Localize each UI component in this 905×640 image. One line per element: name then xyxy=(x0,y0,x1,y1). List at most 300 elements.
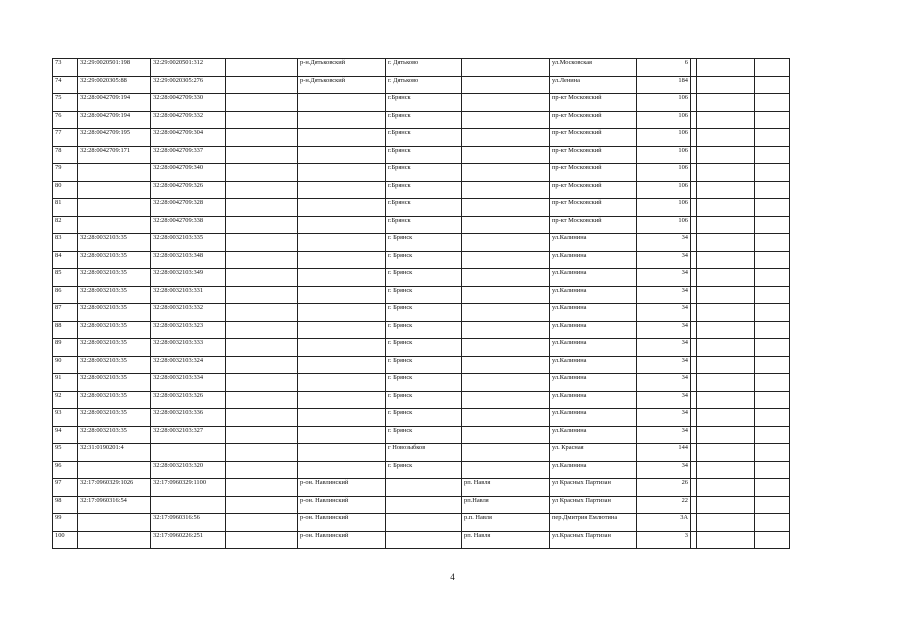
empty-cell xyxy=(755,164,790,182)
parent-cadastral-number xyxy=(78,531,151,549)
city-cell xyxy=(386,479,462,497)
empty-cell xyxy=(697,444,755,462)
empty-cell xyxy=(755,479,790,497)
parent-cadastral-number: 32:28:0032103:35 xyxy=(78,234,151,252)
settlement-cell xyxy=(462,269,550,287)
parent-cadastral-number xyxy=(78,199,151,217)
parent-cadastral-number: 32:28:0032103:35 xyxy=(78,339,151,357)
house-number: 34 xyxy=(637,374,691,392)
cadastral-number: 32:28:0032103:334 xyxy=(151,374,226,392)
settlement-cell: рп. Навля xyxy=(462,531,550,549)
cadastral-number: 32:28:0032103:320 xyxy=(151,461,226,479)
empty-cell xyxy=(755,304,790,322)
empty-cell xyxy=(697,111,755,129)
register-table xyxy=(52,58,790,549)
district-cell xyxy=(298,94,386,112)
row-number: 82 xyxy=(53,216,78,234)
district-cell xyxy=(298,129,386,147)
street-cell: ул Красных Партизан xyxy=(550,496,637,514)
table-row xyxy=(53,339,790,357)
cadastral-number: 32:17:0960316:56 xyxy=(151,514,226,532)
cadastral-number: 32:17:0960329:1100 xyxy=(151,479,226,497)
house-number: 34 xyxy=(637,356,691,374)
district-cell xyxy=(298,426,386,444)
parent-cadastral-number xyxy=(78,164,151,182)
empty-cell xyxy=(697,479,755,497)
district-cell xyxy=(298,251,386,269)
street-cell: ул.Калинина xyxy=(550,409,637,427)
house-number: 34 xyxy=(637,391,691,409)
district-cell: р-н.Дятьковский xyxy=(298,76,386,94)
city-cell xyxy=(386,514,462,532)
district-cell xyxy=(298,216,386,234)
row-number: 90 xyxy=(53,356,78,374)
street-cell: ул. Красная xyxy=(550,444,637,462)
district-cell xyxy=(298,146,386,164)
city-cell: г.Брянск xyxy=(386,94,462,112)
city-cell: г. Брянск xyxy=(386,321,462,339)
house-number: 34 xyxy=(637,304,691,322)
empty-cell xyxy=(755,426,790,444)
house-number: 34 xyxy=(637,234,691,252)
empty-cell xyxy=(697,461,755,479)
cadastral-number: 32:29:0020305:276 xyxy=(151,76,226,94)
empty-cell xyxy=(755,181,790,199)
parent-cadastral-number: 32:17:0960329:1026 xyxy=(78,479,151,497)
district-cell xyxy=(298,304,386,322)
cadastral-number: 32:28:0032103:333 xyxy=(151,339,226,357)
district-cell xyxy=(298,409,386,427)
house-number: 106 xyxy=(637,199,691,217)
district-cell xyxy=(298,391,386,409)
city-cell: г Новозыбков xyxy=(386,444,462,462)
empty-cell xyxy=(755,374,790,392)
empty-cell xyxy=(697,409,755,427)
cadastral-number: 32:28:0042709:337 xyxy=(151,146,226,164)
parent-cadastral-number: 32:31:0190201:4 xyxy=(78,444,151,462)
blank-cell xyxy=(226,76,298,94)
district-cell xyxy=(298,199,386,217)
cadastral-number: 32:28:0032103:348 xyxy=(151,251,226,269)
blank-cell xyxy=(226,94,298,112)
street-cell: пр-кт Московский xyxy=(550,111,637,129)
table-row xyxy=(53,146,790,164)
house-number: 3А xyxy=(637,514,691,532)
blank-cell xyxy=(226,479,298,497)
house-number: 34 xyxy=(637,409,691,427)
parent-cadastral-number: 32:28:0042709:171 xyxy=(78,146,151,164)
district-cell xyxy=(298,444,386,462)
cadastral-number: 32:28:0042709:326 xyxy=(151,181,226,199)
table-row xyxy=(53,444,790,462)
house-number: 34 xyxy=(637,269,691,287)
city-cell: г. Брянск xyxy=(386,269,462,287)
parent-cadastral-number xyxy=(78,461,151,479)
settlement-cell xyxy=(462,129,550,147)
table-row xyxy=(53,531,790,549)
empty-cell xyxy=(755,234,790,252)
district-cell: р-он. Навлинский xyxy=(298,496,386,514)
settlement-cell xyxy=(462,59,550,77)
settlement-cell xyxy=(462,409,550,427)
street-cell: ул.Калинина xyxy=(550,391,637,409)
row-number: 73 xyxy=(53,59,78,77)
parent-cadastral-number: 32:28:0032103:35 xyxy=(78,269,151,287)
cadastral-number: 32:28:0032103:323 xyxy=(151,321,226,339)
empty-cell xyxy=(755,391,790,409)
table-row xyxy=(53,409,790,427)
blank-cell xyxy=(226,409,298,427)
city-cell: г. Брянск xyxy=(386,461,462,479)
row-number: 93 xyxy=(53,409,78,427)
parent-cadastral-number: 32:28:0032103:35 xyxy=(78,374,151,392)
empty-cell xyxy=(697,94,755,112)
empty-cell xyxy=(755,269,790,287)
district-cell xyxy=(298,339,386,357)
empty-cell xyxy=(755,129,790,147)
empty-cell xyxy=(697,234,755,252)
street-cell: ул.Красных Партизан xyxy=(550,531,637,549)
row-number: 81 xyxy=(53,199,78,217)
empty-cell xyxy=(755,59,790,77)
settlement-cell xyxy=(462,444,550,462)
row-number: 80 xyxy=(53,181,78,199)
empty-cell xyxy=(755,514,790,532)
blank-cell xyxy=(226,514,298,532)
row-number: 98 xyxy=(53,496,78,514)
table-row xyxy=(53,496,790,514)
cadastral-number: 32:28:0032103:331 xyxy=(151,286,226,304)
city-cell: г.Брянск xyxy=(386,181,462,199)
parent-cadastral-number: 32:28:0032103:35 xyxy=(78,409,151,427)
empty-cell xyxy=(697,216,755,234)
district-cell xyxy=(298,374,386,392)
street-cell: ул.Калинина xyxy=(550,356,637,374)
cadastral-number: 32:28:0032103:336 xyxy=(151,409,226,427)
row-number: 97 xyxy=(53,479,78,497)
empty-cell xyxy=(697,531,755,549)
parent-cadastral-number: 32:28:0032103:35 xyxy=(78,251,151,269)
table-row xyxy=(53,251,790,269)
street-cell: ул.Московская xyxy=(550,59,637,77)
parent-cadastral-number: 32:29:0020501:198 xyxy=(78,59,151,77)
row-number: 74 xyxy=(53,76,78,94)
row-number: 77 xyxy=(53,129,78,147)
empty-cell xyxy=(697,356,755,374)
parent-cadastral-number: 32:28:0032103:35 xyxy=(78,321,151,339)
settlement-cell xyxy=(462,251,550,269)
row-number: 78 xyxy=(53,146,78,164)
settlement-cell xyxy=(462,164,550,182)
row-number: 89 xyxy=(53,339,78,357)
city-cell xyxy=(386,531,462,549)
settlement-cell: р.п. Навля xyxy=(462,514,550,532)
district-cell: р-он. Навлинский xyxy=(298,479,386,497)
city-cell: г.Брянск xyxy=(386,199,462,217)
cadastral-number: 32:28:0042709:338 xyxy=(151,216,226,234)
row-number: 88 xyxy=(53,321,78,339)
house-number: 106 xyxy=(637,181,691,199)
house-number: 106 xyxy=(637,146,691,164)
table-row xyxy=(53,94,790,112)
table-row xyxy=(53,164,790,182)
street-cell: пр-кт Московский xyxy=(550,199,637,217)
cadastral-number: 32:17:0960226:251 xyxy=(151,531,226,549)
street-cell: пр-кт Московский xyxy=(550,129,637,147)
house-number: 106 xyxy=(637,216,691,234)
empty-cell xyxy=(697,391,755,409)
parent-cadastral-number: 32:28:0042709:194 xyxy=(78,111,151,129)
cadastral-number: 32:28:0032103:326 xyxy=(151,391,226,409)
table-row xyxy=(53,234,790,252)
row-number: 91 xyxy=(53,374,78,392)
house-number: 106 xyxy=(637,129,691,147)
settlement-cell xyxy=(462,286,550,304)
district-cell xyxy=(298,111,386,129)
city-cell: г. Брянск xyxy=(386,251,462,269)
blank-cell xyxy=(226,426,298,444)
street-cell: ул.Калинина xyxy=(550,251,637,269)
row-number: 94 xyxy=(53,426,78,444)
house-number: 106 xyxy=(637,111,691,129)
row-number: 83 xyxy=(53,234,78,252)
street-cell: ул.Калинина xyxy=(550,286,637,304)
parent-cadastral-number: 32:28:0032103:35 xyxy=(78,286,151,304)
cadastral-number: 32:28:0042709:330 xyxy=(151,94,226,112)
row-number: 87 xyxy=(53,304,78,322)
settlement-cell xyxy=(462,94,550,112)
city-cell: г. Брянск xyxy=(386,234,462,252)
cadastral-number: 32:28:0032103:324 xyxy=(151,356,226,374)
cadastral-number: 32:29:0020501:312 xyxy=(151,59,226,77)
parent-cadastral-number: 32:28:0042709:194 xyxy=(78,94,151,112)
city-cell: г. Дятьково xyxy=(386,76,462,94)
house-number: 26 xyxy=(637,479,691,497)
empty-cell xyxy=(755,251,790,269)
blank-cell xyxy=(226,461,298,479)
table-row xyxy=(53,129,790,147)
row-number: 76 xyxy=(53,111,78,129)
blank-cell xyxy=(226,496,298,514)
settlement-cell xyxy=(462,304,550,322)
table-row xyxy=(53,391,790,409)
parent-cadastral-number: 32:29:0020305:88 xyxy=(78,76,151,94)
house-number: 22 xyxy=(637,496,691,514)
empty-cell xyxy=(697,304,755,322)
empty-cell xyxy=(755,216,790,234)
parent-cadastral-number: 32:28:0032103:35 xyxy=(78,356,151,374)
empty-cell xyxy=(755,496,790,514)
street-cell: пр-кт Московский xyxy=(550,164,637,182)
settlement-cell xyxy=(462,426,550,444)
settlement-cell: рп. Навля xyxy=(462,479,550,497)
row-number: 86 xyxy=(53,286,78,304)
house-number: 34 xyxy=(637,251,691,269)
cadastral-number: 32:28:0042709:332 xyxy=(151,111,226,129)
blank-cell xyxy=(226,111,298,129)
settlement-cell xyxy=(462,234,550,252)
city-cell: г. Брянск xyxy=(386,426,462,444)
house-number: 144 xyxy=(637,444,691,462)
blank-cell xyxy=(226,129,298,147)
city-cell: г. Дятьково xyxy=(386,59,462,77)
empty-cell xyxy=(755,409,790,427)
parent-cadastral-number: 32:28:0042709:195 xyxy=(78,129,151,147)
table-row xyxy=(53,321,790,339)
cadastral-number: 32:28:0032103:335 xyxy=(151,234,226,252)
cadastral-number: 32:28:0042709:304 xyxy=(151,129,226,147)
district-cell: р-н.Дятьковский xyxy=(298,59,386,77)
city-cell: г.Брянск xyxy=(386,216,462,234)
blank-cell xyxy=(226,181,298,199)
blank-cell xyxy=(226,356,298,374)
table-row xyxy=(53,269,790,287)
street-cell: ул.Калинина xyxy=(550,461,637,479)
house-number: 34 xyxy=(637,461,691,479)
parent-cadastral-number: 32:28:0032103:35 xyxy=(78,304,151,322)
house-number: 106 xyxy=(637,164,691,182)
row-number: 75 xyxy=(53,94,78,112)
settlement-cell: рп.Навля xyxy=(462,496,550,514)
parent-cadastral-number xyxy=(78,216,151,234)
city-cell: г.Брянск xyxy=(386,164,462,182)
blank-cell xyxy=(226,269,298,287)
table-row xyxy=(53,374,790,392)
street-cell: пер.Дмитрия Емлютина xyxy=(550,514,637,532)
row-number: 84 xyxy=(53,251,78,269)
row-number: 99 xyxy=(53,514,78,532)
street-cell: ул.Калинина xyxy=(550,304,637,322)
row-number: 96 xyxy=(53,461,78,479)
parent-cadastral-number: 32:17:0960316:54 xyxy=(78,496,151,514)
settlement-cell xyxy=(462,216,550,234)
parent-cadastral-number xyxy=(78,181,151,199)
empty-cell xyxy=(697,59,755,77)
empty-cell xyxy=(697,76,755,94)
table-row xyxy=(53,286,790,304)
settlement-cell xyxy=(462,146,550,164)
city-cell: г. Брянск xyxy=(386,286,462,304)
cadastral-number: 32:28:0032103:332 xyxy=(151,304,226,322)
cadastral-number: 32:28:0042709:340 xyxy=(151,164,226,182)
city-cell xyxy=(386,496,462,514)
city-cell: г.Брянск xyxy=(386,111,462,129)
empty-cell xyxy=(755,286,790,304)
cadastral-number: 32:28:0032103:349 xyxy=(151,269,226,287)
city-cell: г.Брянск xyxy=(386,129,462,147)
row-number: 95 xyxy=(53,444,78,462)
blank-cell xyxy=(226,286,298,304)
house-number: 34 xyxy=(637,286,691,304)
table-row xyxy=(53,426,790,444)
district-cell xyxy=(298,164,386,182)
blank-cell xyxy=(226,444,298,462)
empty-cell xyxy=(755,146,790,164)
city-cell: г. Брянск xyxy=(386,391,462,409)
empty-cell xyxy=(755,94,790,112)
blank-cell xyxy=(226,374,298,392)
empty-cell xyxy=(697,286,755,304)
empty-cell xyxy=(697,514,755,532)
street-cell: пр-кт Московский xyxy=(550,94,637,112)
empty-cell xyxy=(697,251,755,269)
street-cell: ул.Калинина xyxy=(550,374,637,392)
district-cell xyxy=(298,321,386,339)
empty-cell xyxy=(755,321,790,339)
empty-cell xyxy=(755,531,790,549)
blank-cell xyxy=(226,531,298,549)
blank-cell xyxy=(226,304,298,322)
table-row xyxy=(53,199,790,217)
empty-cell xyxy=(697,181,755,199)
street-cell: пр-кт Московский xyxy=(550,146,637,164)
city-cell: г. Брянск xyxy=(386,374,462,392)
district-cell xyxy=(298,269,386,287)
table-body xyxy=(53,59,790,549)
street-cell: ул.Ленина xyxy=(550,76,637,94)
house-number: 184 xyxy=(637,76,691,94)
page-number: 4 xyxy=(450,572,455,582)
street-cell: пр-кт Московский xyxy=(550,181,637,199)
empty-cell xyxy=(697,146,755,164)
blank-cell xyxy=(226,251,298,269)
empty-cell xyxy=(697,374,755,392)
street-cell: ул.Калинина xyxy=(550,234,637,252)
district-cell xyxy=(298,461,386,479)
blank-cell xyxy=(226,146,298,164)
empty-cell xyxy=(697,321,755,339)
city-cell: г. Брянск xyxy=(386,339,462,357)
parent-cadastral-number: 32:28:0032103:35 xyxy=(78,391,151,409)
district-cell: р-он. Навлинский xyxy=(298,531,386,549)
house-number: 3 xyxy=(637,531,691,549)
empty-cell xyxy=(697,199,755,217)
house-number: 34 xyxy=(637,339,691,357)
blank-cell xyxy=(226,216,298,234)
blank-cell xyxy=(226,339,298,357)
street-cell: ул.Калинина xyxy=(550,426,637,444)
cadastral-number xyxy=(151,496,226,514)
table-row xyxy=(53,111,790,129)
cadastral-number: 32:28:0032103:327 xyxy=(151,426,226,444)
empty-cell xyxy=(755,444,790,462)
empty-cell xyxy=(697,496,755,514)
row-number: 85 xyxy=(53,269,78,287)
district-cell xyxy=(298,356,386,374)
blank-cell xyxy=(226,59,298,77)
house-number: 34 xyxy=(637,426,691,444)
empty-cell xyxy=(697,129,755,147)
table-row xyxy=(53,181,790,199)
house-number: 6 xyxy=(637,59,691,77)
settlement-cell xyxy=(462,461,550,479)
empty-cell xyxy=(697,426,755,444)
empty-cell xyxy=(755,461,790,479)
empty-cell xyxy=(755,111,790,129)
empty-cell xyxy=(755,76,790,94)
row-number: 100 xyxy=(53,531,78,549)
street-cell: ул.Калинина xyxy=(550,321,637,339)
row-number: 79 xyxy=(53,164,78,182)
street-cell: пр-кт Московский xyxy=(550,216,637,234)
settlement-cell xyxy=(462,321,550,339)
table-row xyxy=(53,76,790,94)
table-row xyxy=(53,514,790,532)
table-row xyxy=(53,304,790,322)
settlement-cell xyxy=(462,339,550,357)
city-cell: г. Брянск xyxy=(386,409,462,427)
empty-cell xyxy=(697,269,755,287)
